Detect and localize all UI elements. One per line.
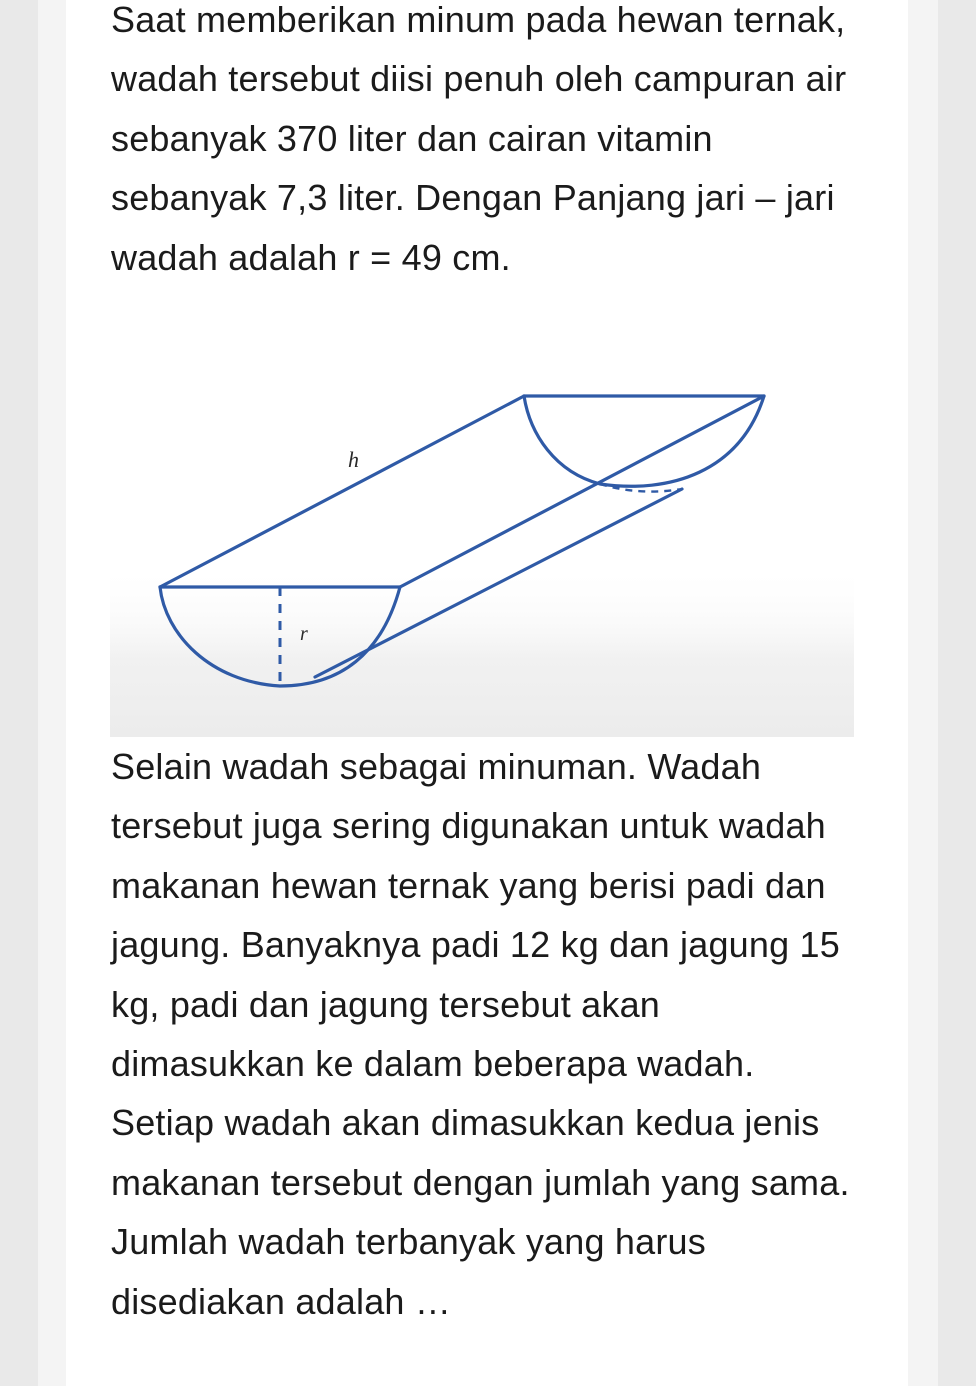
radius-label: r — [300, 623, 308, 645]
left-margin-strip — [38, 0, 66, 1386]
question-paragraph-2: Selain wadah sebagai minuman. Wadah tersebut juga sering digunakan untuk wadah makanan hewan ternak yang berisi padi dan jagung. Banyaknya padi 12 kg dan jagung 15 kg, padi dan jagung tersebut akan dimasukkan ke dalam beberapa wadah. Setiap wadah akan dimasukkan kedua jenis makanan tersebut dengan jumlah yang sama. Jumlah wadah terbanyak yang harus disediakan adalah … — [111, 746, 850, 1322]
question-paragraph-1: Saat memberikan minum pada hewan ternak, wadah tersebut diisi penuh oleh campuran air sebanyak 370 liter dan cairan vitamin sebanyak 7,3 liter. Dengan Panjang jari – jari wadah adalah r = 49 cm. — [111, 0, 847, 278]
right-margin-strip — [908, 0, 938, 1386]
half-cylinder-trough-figure — [110, 364, 854, 737]
question-card — [66, 0, 908, 1386]
height-label: h — [348, 447, 359, 472]
